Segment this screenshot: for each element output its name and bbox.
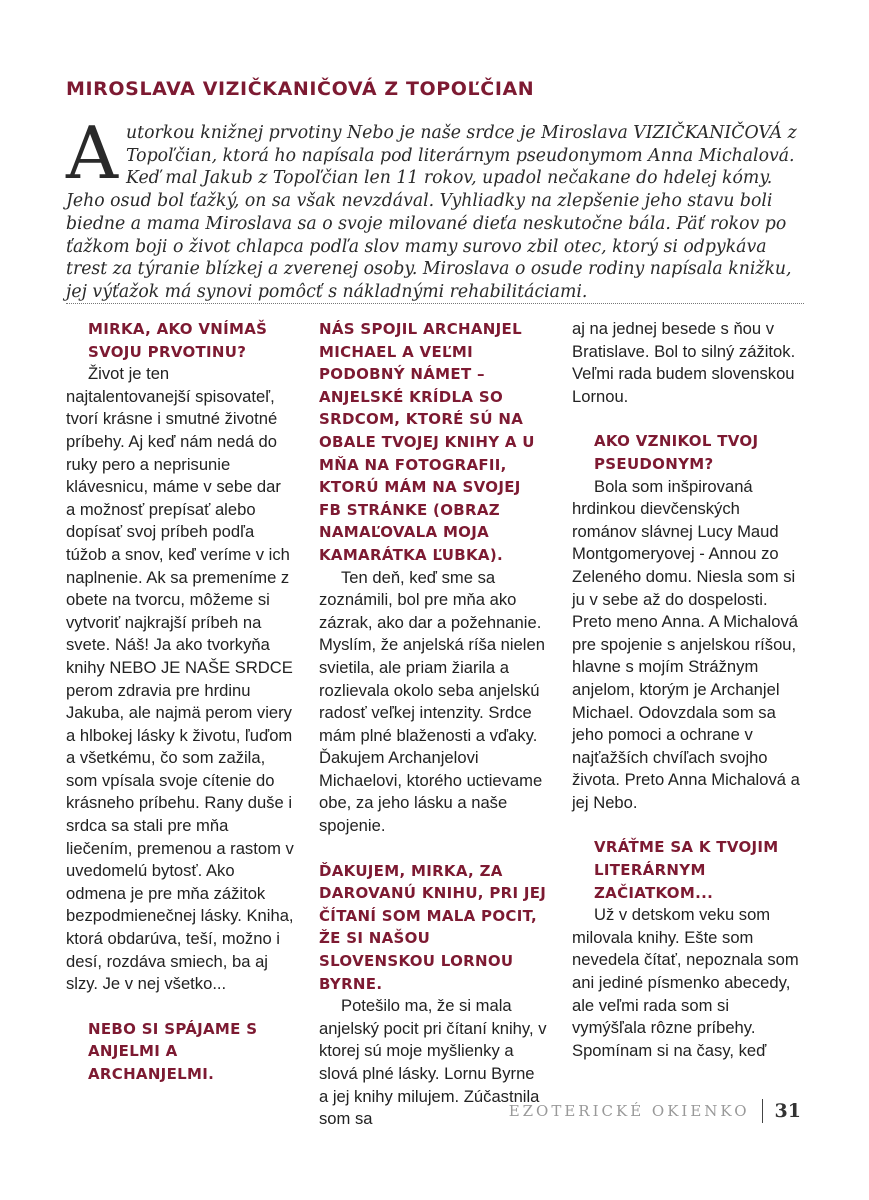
answer-paragraph: Už v detskom veku som milovala knihy. Ešte som nevedela čítať, nepoznala som ani jediné písmenko abecedy, ale veľmi rada som si vymýšľala rôzne príbehy. Spomínam si na časy, keď	[572, 905, 799, 1060]
question-heading: ĎAKUJEM, MIRKA, ZA DAROVANÚ KNIHU, PRI JEJ ČÍTANÍ SOM MALA POCIT, ŽE SI NAŠOU SLOVENSKOU LORNOU BYRNE.	[319, 861, 547, 993]
footer-separator	[762, 1099, 763, 1123]
answer-paragraph: Život je ten najtalentovanejší spisovateľ, tvorí krásne i smutné životné príbehy. Aj keď nám nedá do ruky pero a neprisunie klávesnicu, máme v sebe dar a možnosť prepísať alebo dopísať svoj príbeh podľa túžob a snov, keď veríme v ich naplnenie. Ak sa premeníme z obete na tvorcu, môžeme si vytvoriť najkrajší príbeh na svete. Náš! Ja ako tvorkyňa knihy NEBO JE NAŠE SRDCE perom zdravia pre hrdinu Jakuba, ale najmä perom viery a hlbokej lásky k životu, ľuďom a všetkému, čo som zažila, som vpísala svoje cítenie do krásneho príbehu. Rany duše i srdca sa stali pre mňa liečením, premenou a rastom v uvedomelú bytosť. Ako odmena je pre mňa zážitok bezpodmienečnej lásky. Kniha, ktorá obdarúva, teší, možno i desí, rozdáva smiech, ba aj slzy. Je v nej všetko...	[66, 364, 294, 994]
section-name: EZOTERICKÉ OKIENKO	[508, 1102, 750, 1120]
question-heading: VRÁŤME SA K TVOJIM LITERÁRNYM ZAČIATKOM...	[594, 838, 779, 902]
answer-paragraph: Bola som inšpirovaná hrdinkou dievčenských románov slávnej Lucy Maud Montgomeryovej - Annou zo Zeleného domu. Niesla som si ju v sebe až do dospelosti. Preto meno Anna. A Michalová pre spojenie s anjelskou ríšou, hlavne s mojím Strážnym anjelom, ktorým je Archanjel Michael. Odovzdala som sa jeho pomoci a ochrane v najťažších chvíľach svojho života. Preto Anna Michalová a jej Nebo.	[572, 476, 800, 812]
column-2	[319, 318, 547, 1131]
answer-paragraph-continued: aj na jednej besede s ňou v Bratislave. Bol to silný zážitok. Veľmi rada budem slovenskou Lornou.	[572, 319, 796, 406]
page-number: 31	[774, 1100, 801, 1122]
question-heading: MIRKA, AKO VNÍMAŠ SVOJU PRVOTINU?	[88, 320, 268, 361]
drop-cap: A	[66, 111, 118, 195]
article-title: MIROSLAVA VIZIČKANIČOVÁ Z TOPOĽČIAN	[66, 78, 535, 100]
answer-paragraph: Potešilo ma, že si mala anjelský pocit pri čítaní knihy, v ktorej sú moje myšlienky a slová plné lásky. Lornu Byrne a jej knihy milujem. Zúčastnila som sa	[319, 996, 547, 1129]
intro-paragraph	[66, 111, 806, 304]
page-footer	[509, 1099, 801, 1123]
column-3	[572, 318, 800, 1062]
question-heading: AKO VZNIKOL TVOJ PSEUDONYM?	[594, 432, 759, 473]
question-heading: NÁS SPOJIL ARCHANJEL MICHAEL A VEĽMI PODOBNÝ NÁMET – ANJELSKÉ KRÍDLA SO SRDCOM, KTORÉ SÚ NA OBALE TVOJEJ KNIHY A U MŇA NA FOTOGRAFII, KTORÚ MÁM NA SVOJEJ FB STRÁNKE (OBRAZ NAMAĽOVALA MOJA KAMARÁTKA ĽUBKA).	[319, 320, 535, 564]
question-heading: NEBO SI SPÁJAME S ANJELMI A ARCHANJELMI.	[88, 1019, 258, 1083]
column-1	[66, 318, 294, 1086]
answer-paragraph: Ten deň, keď sme sa zoznámili, bol pre mňa ako zázrak, ako dar a požehnanie. Myslím, že anjelská ríša nielen svietila, ale priam žiarila a rozlievala okolo seba anjelskú radosť veľkej intenzity. Srdce mám plné blaženosti a vďaky. Ďakujem Archanjelovi Michaelovi, ktorého uctievame obe, za jeho lásku a naše spojenie.	[319, 567, 545, 836]
intro-text: utorkou knižnej prvotiny Nebo je naše srdce je Miroslava VIZIČKANIČOVÁ z Topoľčian, ktorá ho napísala pod literárnym pseudonymom Anna Michalová. Keď mal Jakub z Topoľčian len 11 rokov, upadol nečakane do hdelej kómy. Jeho osud bol ťažký, on sa však nevzdával. Vyhliadky na zlepšenie jeho stavu boli biedne a mama Miroslava sa o svoje milované dieťa neskutočne bála. Päť rokov po ťažkom boji o život chlapca podľa slov mamy surovo zbil otec, ktorý si odpykáva trest za týranie blízkej a zverenej osoby. Miroslava o osude rodiny napísala knižku, jej výťažok má synovi pomôcť s nákladnými rehabilitáciami.	[66, 123, 797, 302]
dotted-divider	[66, 303, 804, 304]
